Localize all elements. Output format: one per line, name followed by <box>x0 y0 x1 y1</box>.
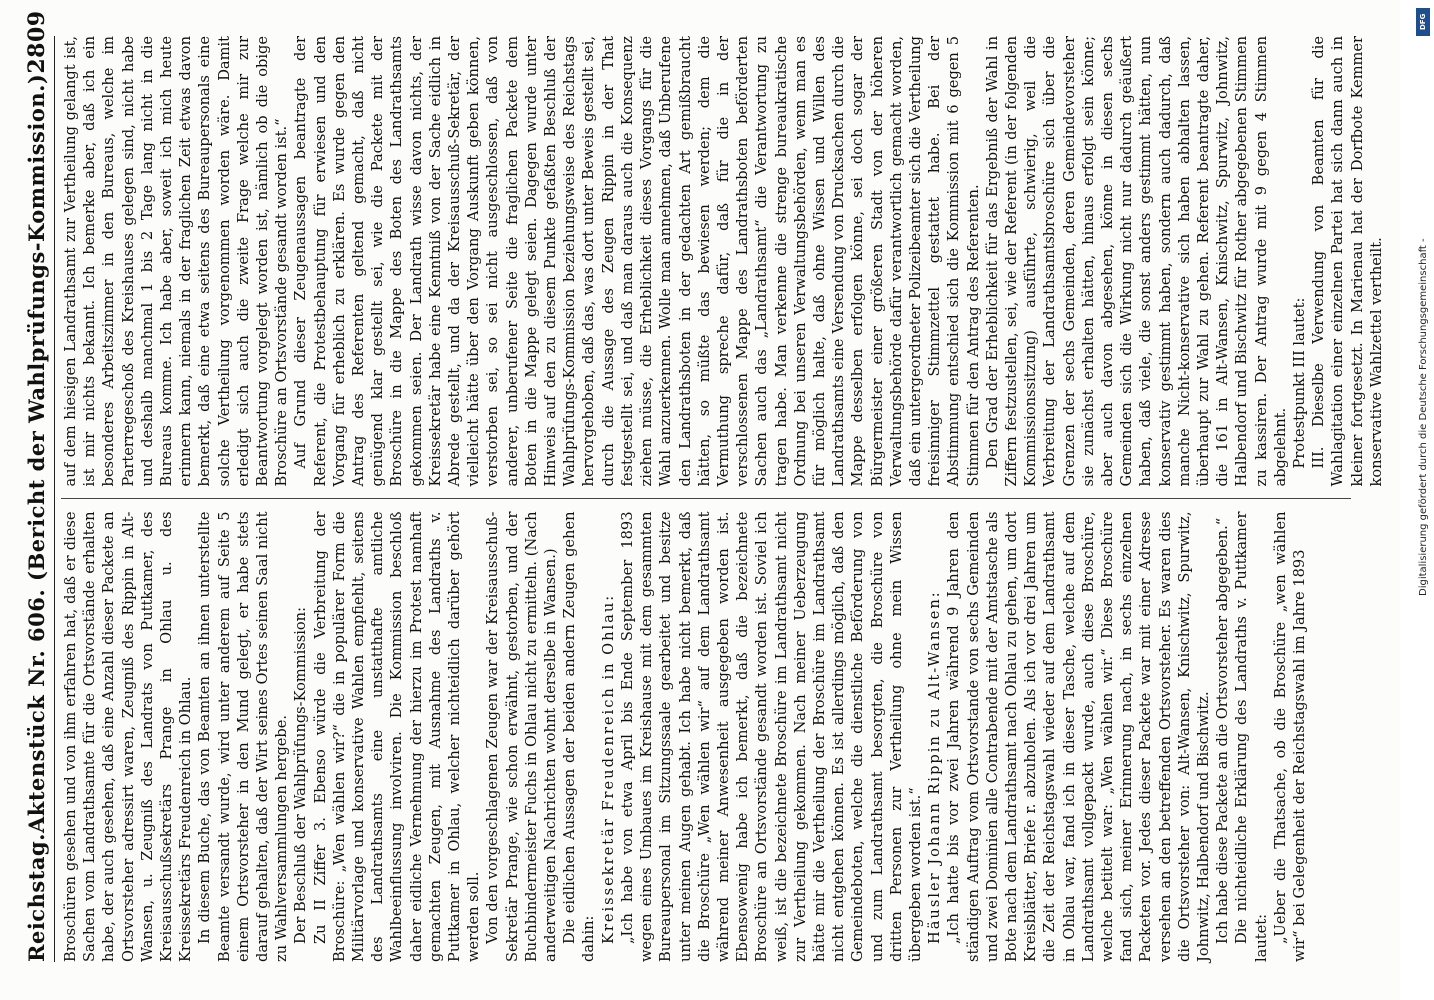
paragraph: Die nichteidliche Erklärung des Landraths v. Puttkamer lautet: <box>1233 511 1270 962</box>
left-column <box>61 499 1351 963</box>
header-center <box>24 74 49 833</box>
paragraph: Die eidlichen Aussagen der beiden andern Zeugen gehen dahin: <box>561 511 598 962</box>
paragraph: Broschüren gesehen und von ihm erfahren hat, daß er diese Sachen vom Landrathsamte für die Ortsvorstände erhalten habe, der auch gesehen, daß eine Anzahl dieser Packete an Ortsvorsteher adressirt waren, Zeugniß des Rippin in Alt-Wansen, u. Zeugniß des Landrats von Puttkamer, des Kreisausschußsekretärs Prange in Ohlau u. des Kreissekretärs Freudenreich in Ohlau. <box>62 511 195 962</box>
dfg-logo-icon: DFG <box>1416 8 1430 36</box>
credit-text: Digitalisierung gefördert durch die Deutsche Forschungsgemeinschaft - <box>1418 238 1429 596</box>
page-header <box>24 10 55 962</box>
witness-heading: Kreissekretär Freudenreich in Ohlau: <box>599 593 617 944</box>
digitization-credit <box>1414 6 1432 996</box>
paragraph: Von den vorgeschlagenen Zeugen war der Kreisausschuß-Sekretär Prange, wie schon erwähnt, gestorben, und der Buchbindermeister Fuchs in Ohlau nicht zu ermitteln. (Nach anderweitigen Nachrichten wohnt derselbe in Wansen.) <box>484 511 560 962</box>
paragraph: III. Dieselbe Verwendung von Beamten für die Wahlagitation einer einzelnen Partei hat sich dann auch in kleiner fortgesetzt. In Marienau hat der Dorfbote Kemmer konservative Wahlzettel vertheilt. <box>1310 36 1385 487</box>
header-left: Reichstag. <box>24 833 49 962</box>
paragraph: „Ich hatte bis vor zwei Jahren während 9 Jahren den ständigen Auftrag vom Ortsvorstande von sechs Gemeinden und zwei Dominien alle Contrabende mit der Amtstasche als Bote nach dem Landrathsamt nach Ohlau zu gehen, um dort Kreisblätter, Briefe r. abzuholen. Als ich vor drei Jahren um die Zeit der Reichstagswahl wieder auf dem Landrathsamt in Ohlau war, fand ich in dieser Tasche, welche auf dem Landrathsamt vollgepackt wurde, auch diese Broschüre, welche betitelt war: „Wen wählen wir.“ Diese Broschüre fand sich, meiner Erinnerung nach, in sechs einzelnen Packeten vor. Jedes dieser Packete war mit einer Adresse versehen an den betreffenden Ortsvorsteher. Es waren dies die Ortsvorsteher von: Alt-Wansen, Knischwitz, Spurwitz, Johnwitz, Halbendorf und Bischwitz. <box>945 511 1212 962</box>
right-column <box>61 36 1385 499</box>
paragraph: Den Grad der Erheblichkeit für das Ergebniß der Wahl in Ziffern festzustellen, sei, wie der Referent (in der folgenden Kommissionssitzung) ausführte, schwierig, weil die Verbreitung der Landrathsamtsbroschüre sich über die Grenzen der sechs Gemeinden, deren Gemeindevorsteher sie zunächst erhalten hätten, hinaus erfolgt sein könne; aber auch davon abgesehen, könne in diesen sechs Gemeinden sich die Wirkung nicht nur dadurch geäußert haben, daß viele, die sonst anders gestimmt hätten, nun konservativ gestimmt haben, sondern auch dadurch, daß manche Nicht-konservative sich haben abhalten lassen, überhaupt zur Wahl zu gehen. Referent beantragte daher, die 161 in Alt-Wansen, Knischwitz, Spurwitz, Johnwitz, Halbendorf und Bischwitz für Rother abgegebenen Stimmen zu kassiren. Der Antrag wurde mit 9 gegen 4 Stimmen abgelehnt. <box>983 36 1289 487</box>
protest-point-heading: Protestpunkt III lautet: <box>1291 297 1308 469</box>
paragraph: Auf Grund dieser Zeugenaussagen beantragte der Referent, die Protestbehauptung für erwiesen und den Vorgang für erheblich zu erklären. Es wurde gegen den Antrag des Referenten geltend gemacht, daß nicht genügend klar gestellt sei, wie die Packete mit der Broschüre in die Mappe des Boten des Landrathsamts gekommen seien. Der Landrath wisse davon nichts, der Kreissekretär habe eine Kenntniß von der Sache eidlich in Abrede gestellt, und da der Kreisausschuß-Sekretär, der vielleicht hätte über den Vorgang Auskunft geben können, verstorben sei, so sei nicht ausgeschlossen, daß von anderer, unberufener Seite die fraglichen Packete dem Boten in die Mappe gelegt seien. Dagegen wurde unter Hinweis auf den zu diesem Punkte gefaßten Beschluß der Wahlprüfungs-Kommission beziehungsweise des Reichstags hervorgehoben, daß das, was dort unter Beweis gestellt sei, durch die Aussage des Zeugen Rippin in der That festgestellt sei, und daß man daraus auch die Konsequenz ziehen müsse, die Erheblichkeit dieses Vorgangs für die Wahl anzuerkennen. Wolle man annehmen, daß Unberufene den Landrathsboten in der gedachten Art gemißbraucht hätten, so müßte das bewiesen werden; dem die Vermuthung spreche dafür, daß für die in der verschlossenen Mappe des Landrathsboten beförderten Sachen auch das „Landrathsamt“ die Verantwortung zu tragen habe. Man verkenne die strenge bureaukratische Ordnung bei unseren Verwaltungsbehörden, wenn man es für möglich halte, daß ohne Wissen und Willen des Landrathsamts eine Versendung von Drucksachen durch die Mappe desselben erfolgen könne, sei doch sogar der Bürgermeister einer größeren Stadt von der höheren Verwaltungsbehörde dafür verantwortlich gemacht worden, daß ein untergeordneter Polizeibeamter sich die Vertheilung freisinniger Stimmzettel gestattet habe. Bei der Abstimmung entschied sich die Kommission mit 6 gegen 5 Stimmen für den Antrag des Referenten. <box>292 36 982 487</box>
witness-heading: Häusler Johann Rippin zu Alt-Wansen: <box>926 590 944 944</box>
paragraph: Zu II Ziffer 3. Ebenso würde die Verbreitung der Broschüre: „Wen wählen wir?“ die in populärer Form die Militärvorlage und konservative Wahlen empfiehlt, seitens des Landrathsamts eine unstatthafte amtliche Wahlbeeinflussung involviren. Die Kommission beschloß daher eidliche Vernehmung der hierzu im Protest namhaft gemachten Zeugen, mit Ausnahme des Landraths v. Puttkamer in Ohlau, welcher nichteidlich darüber gehört werden soll. <box>311 511 483 962</box>
paragraph: Der Beschluß der Wahlprüfungs-Kommission: <box>292 607 310 944</box>
paragraph: auf dem hiesigen Landrathsamt zur Vertheilung gelangt ist, ist mir nichts bekannt. Ich bemerke aber, daß ich ein besonderes Arbeitszimmer in den Bureaus, welche im Parterregeschoß des Kreishauses gelegen sind, nicht habe und deshalb manchmal 1 bis 2 Tage lang nicht in die Bureaus komme. Ich habe aber, soweit ich mich heute erinnern kann, niemals in der fraglichen Zeit etwas davon bemerkt, daß eine etwa seitens des Bureaupersonals eine solche Vertheilung vorgenommen worden wäre. Damit erledigt sich auch die zweite Frage welche mir zur Beantwortung vorgelegt worden ist, nämlich ob die obige Broschüre an Ortsvorstände gesandt worden ist.“ <box>62 36 291 487</box>
paragraph: Ich habe diese Packete an die Ortsvorsteher abgegeben.“ <box>1214 517 1232 944</box>
paragraph: In diesem Buche, das von Beamten an ihnen unterstellte Beamte versandt wurde, wird unter anderem auf Seite 5 einem Ortsvorsteher in den Mund gelegt, er habe stets darauf gehalten, daß der Wirt seines Ortes seinen Saal nicht zu Wahlversammlungen hergebe. <box>196 511 291 962</box>
paragraph: „Ueber die Thatsache, ob die Broschüre „wen wählen wir“ bei Gelegenheit der Reichstagswahl im Jahre 1893 <box>1271 511 1308 962</box>
text-columns <box>61 36 1385 962</box>
document-number: Aktenstück Nr. 606. <box>24 588 49 834</box>
report-title: (Bericht der Wahlprüfungs-Kommission.) <box>24 73 49 581</box>
paragraph: „Ich habe von etwa April bis Ende September 1893 wegen eines Umbaues im Kreishause mit dem gesammten Bureaupersonal im Sitzungssaale gearbeitet und besitze unter meinen Augen gehabt. Ich habe nicht bemerkt, daß die Broschüre „Wen wählen wir“ auf dem Landrathsamt während meiner Anwesenheit ausgegeben worden ist. Ebensowenig habe ich bemerkt, daß die bezeichnete Broschüre an Ortsvorstände gesandt worden ist. Soviel ich weiß, ist die bezeichnete Broschüre im Landrathsamt nicht zur Vertheilung gekommen. Nach meiner Ueberzeugung hätte mir die Vertheilung der Broschüre im Landrathsamt nicht entgehen können. Es ist allerdings möglich, daß den Gemeindeboten, welche die dienstliche Beförderung von und zum Landrathsamt besorgten, die Broschüre von dritten Personen zur Vertheilung ohne mein Wissen übergeben worden ist.“ <box>618 511 924 962</box>
page-number: 2809 <box>24 10 50 74</box>
